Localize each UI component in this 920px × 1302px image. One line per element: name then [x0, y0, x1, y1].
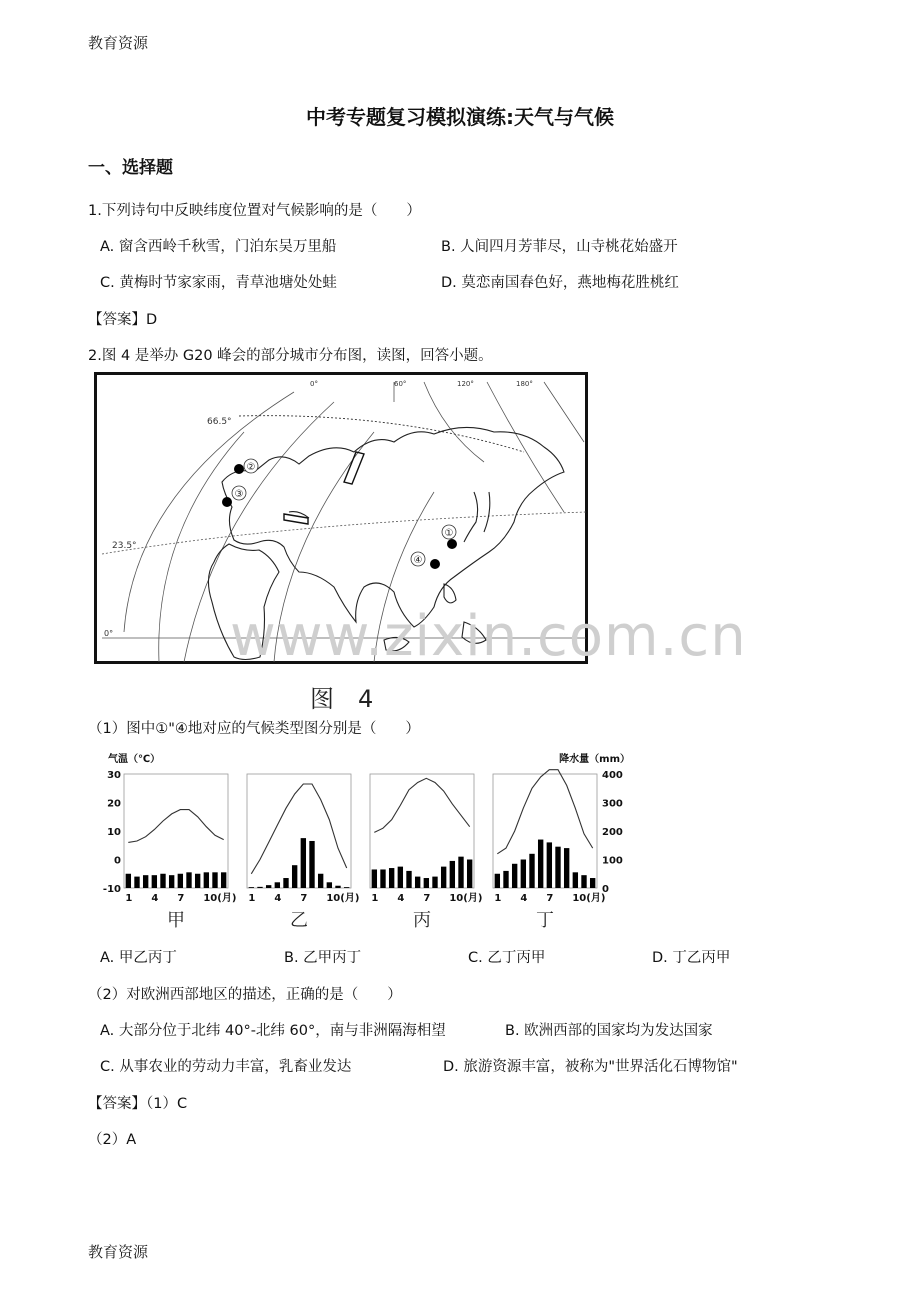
month-tick-label: 4	[274, 893, 282, 904]
panel-name: 乙	[290, 910, 308, 931]
precip-bar	[301, 838, 306, 888]
temp-axis-label: 气温（℃）	[108, 754, 161, 765]
map-caption: 图 4	[310, 685, 374, 713]
marker-label-3: ③	[234, 489, 244, 500]
precip-bar	[555, 847, 560, 888]
climate-panel-3	[370, 774, 482, 931]
temp-tick-label: 10	[107, 827, 121, 838]
month-tick-label: 10(月)	[203, 893, 237, 904]
precip-tick-label: 200	[602, 827, 623, 838]
precip-bar	[538, 840, 543, 888]
precip-bar	[441, 867, 446, 888]
precip-tick-label: 400	[602, 770, 623, 781]
precip-bar	[292, 865, 297, 888]
precip-bar	[432, 877, 437, 888]
precip-bar	[424, 878, 429, 888]
panel-name: 甲	[167, 910, 185, 931]
climate-panel-4	[493, 770, 605, 931]
q1-option-b: B. 人间四月芳菲尽，山寺桃花始盛开	[441, 239, 678, 255]
precip-bar	[309, 841, 314, 888]
marker-label-2: ②	[246, 462, 256, 473]
lon-label-0: 0°	[310, 380, 318, 388]
q1-option-c: C. 黄梅时节家家雨，青草池塘处处蛙	[100, 275, 337, 291]
precip-bar	[547, 842, 552, 888]
q2-sub1-option-b: B. 乙甲丙丁	[284, 950, 362, 966]
precip-bar	[573, 872, 578, 888]
panel-name: 丙	[413, 910, 431, 931]
lat-label-66: 66.5°	[207, 417, 232, 427]
precip-bar	[160, 874, 165, 888]
section-heading: 一、选择题	[88, 158, 173, 178]
q2-stem: 2.图 4 是举办 G20 峰会的部分城市分布图，读图，回答小题。	[88, 348, 493, 364]
temp-tick-label: 0	[114, 855, 121, 867]
precip-tick-label: 300	[602, 798, 623, 810]
q1-answer: 【答案】D	[88, 312, 158, 328]
month-tick-label: 7	[423, 893, 431, 904]
precip-bar	[318, 874, 323, 888]
precip-bar	[521, 860, 526, 889]
doc-title: 中考专题复习模拟演练:天气与气候	[306, 105, 614, 129]
q1-option-d: D. 莫恋南国春色好，燕地梅花胜桃红	[441, 275, 679, 291]
month-tick-label: 10(月)	[572, 893, 606, 904]
lon-label-120: 120°	[457, 380, 474, 388]
marker-label-1: ①	[444, 528, 454, 539]
q2-sub2-option-c: C. 从事农业的劳动力丰富，乳畜业发达	[100, 1059, 352, 1075]
precip-bar	[143, 875, 148, 888]
temperature-line	[374, 778, 469, 832]
q2-sub1-option-d: D. 丁乙丙甲	[652, 950, 731, 966]
precip-bar	[195, 874, 200, 888]
precip-bar	[380, 869, 385, 888]
precip-bar	[372, 869, 377, 888]
temperature-line	[497, 770, 592, 854]
lon-label-60: 60°	[394, 380, 407, 388]
precip-tick-label: 0	[602, 884, 609, 895]
precip-bar	[590, 878, 595, 888]
precip-bar	[495, 874, 500, 888]
precip-bar	[458, 857, 463, 888]
precip-bar	[503, 871, 508, 888]
precip-tick-label: 100	[602, 855, 623, 867]
temp-tick-label: -10	[102, 884, 121, 895]
panel-frame	[247, 774, 351, 888]
page-header: 教育资源	[88, 34, 149, 52]
watermark: www.zixin.com.cn	[230, 604, 747, 669]
precip-bar	[398, 867, 403, 888]
climate-panel-2	[247, 774, 359, 931]
precip-bar	[204, 872, 209, 888]
precip-bar	[564, 848, 569, 888]
month-tick-label: 7	[546, 893, 554, 904]
month-tick-label: 10(月)	[449, 893, 483, 904]
temp-tick-label: 30	[107, 770, 121, 781]
precip-bar	[266, 885, 271, 888]
precip-bar	[467, 860, 472, 889]
precip-bar	[283, 878, 288, 888]
precip-axis-label: 降水量（mm）	[559, 754, 630, 765]
q2-sub1-stem: （1）图中①"④地对应的气候类型图分别是（ ）	[88, 721, 420, 737]
q2-sub1-option-c: C. 乙丁丙甲	[468, 950, 546, 966]
temp-tick-label: 20	[107, 798, 121, 810]
precip-bar	[221, 872, 226, 888]
precip-bar	[249, 887, 254, 888]
precip-bar	[415, 877, 420, 888]
month-tick-label: 1	[371, 893, 379, 904]
q2-sub2-stem: （2）对欧洲西部地区的描述，正确的是（ ）	[88, 987, 402, 1003]
climate-charts	[100, 748, 640, 938]
month-tick-label: 1	[494, 893, 502, 904]
precip-bar	[126, 874, 131, 888]
climate-panel-1	[124, 774, 236, 931]
month-tick-label: 4	[151, 893, 159, 904]
precip-bar	[178, 874, 183, 888]
precip-bar	[450, 861, 455, 888]
precip-bar	[512, 864, 517, 888]
precip-bar	[134, 877, 139, 888]
q2-sub2-option-d: D. 旅游资源丰富，被称为"世界活化石博物馆"	[443, 1059, 738, 1075]
panel-name: 丁	[536, 910, 554, 931]
temperature-line	[251, 784, 346, 874]
q2-sub2-option-b: B. 欧洲西部的国家均为发达国家	[505, 1023, 713, 1039]
temperature-line	[128, 810, 223, 843]
panel-frame	[124, 774, 228, 888]
q1-stem: 1.下列诗句中反映纬度位置对气候影响的是（ ）	[88, 203, 421, 219]
month-tick-label: 1	[125, 893, 133, 904]
month-tick-label: 10(月)	[326, 893, 360, 904]
precip-bar	[186, 872, 191, 888]
month-tick-label: 4	[397, 893, 405, 904]
precip-bar	[406, 871, 411, 888]
marker-label-4: ④	[413, 555, 423, 566]
lat-label-23: 23.5°	[112, 541, 137, 551]
precip-bar	[581, 875, 586, 888]
lon-label-180: 180°	[516, 380, 533, 388]
q1-option-a: A. 窗含西岭千秋雪，门泊东吴万里船	[100, 239, 337, 255]
precip-bar	[152, 875, 157, 888]
precip-bar	[327, 882, 332, 888]
q2-sub1-option-a: A. 甲乙丙丁	[100, 950, 177, 966]
precip-bar	[212, 872, 217, 888]
precip-bar	[257, 887, 262, 888]
precip-bar	[344, 887, 349, 888]
precip-bar	[169, 875, 174, 888]
month-tick-label: 7	[177, 893, 185, 904]
month-tick-label: 7	[300, 893, 308, 904]
month-tick-label: 1	[248, 893, 256, 904]
precip-bar	[275, 882, 280, 888]
q2-sub2-option-a: A. 大部分位于北纬 40°-北纬 60°，南与非洲隔海相望	[100, 1023, 446, 1039]
precip-bar	[389, 868, 394, 888]
month-tick-label: 4	[520, 893, 528, 904]
page-footer: 教育资源	[88, 1243, 149, 1261]
precip-bar	[335, 886, 340, 888]
q2-answer-2: （2）A	[88, 1132, 137, 1148]
precip-bar	[529, 854, 534, 888]
lat-label-0: 0°	[104, 629, 114, 638]
q2-answer-1: 【答案】（1）C	[88, 1096, 188, 1112]
